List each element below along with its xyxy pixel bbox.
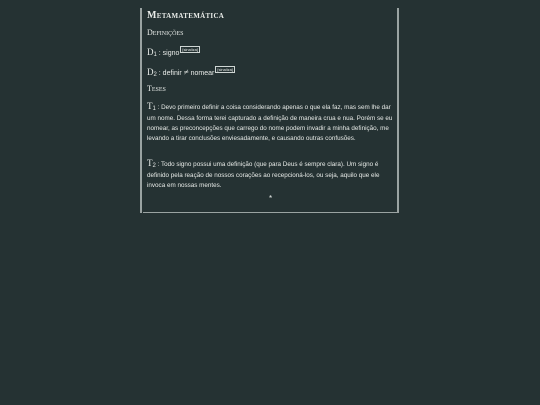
t2-text: : Todo signo possui uma definição (que para Deus é sempre clara). Um signo é definido pela reação de nossos corações ao recepcioná-los, ou seja, aquilo que ele invoca em nossas mentes. — [147, 161, 380, 189]
t1-symbol: T — [147, 101, 153, 111]
d1-text: : signo — [158, 50, 180, 57]
t2-symbol: T — [147, 158, 153, 168]
document-title: Metamatemática — [147, 10, 225, 21]
d2-tag-link[interactable]: [sinaliza] — [217, 67, 233, 72]
not-equal-symbol: ≠ — [183, 67, 189, 77]
d2-symbol: D — [147, 67, 154, 77]
definition-d1 — [147, 46, 200, 58]
d2-subscript: 2 — [153, 72, 157, 78]
d2-text-after: nomear — [190, 70, 215, 77]
document-page — [140, 8, 399, 213]
thesis-t1 — [147, 101, 397, 144]
theses-heading: Teses — [147, 84, 166, 93]
definitions-heading: Definições — [147, 28, 184, 37]
t2-subscript: 2 — [152, 163, 156, 169]
bottom-divider — [143, 212, 397, 213]
end-mark: * — [269, 194, 273, 203]
t1-subscript: 1 — [152, 106, 156, 112]
definition-d2 — [147, 66, 235, 78]
d1-subscript: 1 — [153, 52, 157, 58]
d2-text-before: : definir — [158, 70, 182, 77]
thesis-t2 — [147, 158, 397, 191]
t1-text: : Devo primeiro definir a coisa considerando apenas o que ela faz, mas sem lhe dar um nome. Dessa forma terei capturado a definição de maneira crua e nua. Porém se eu nomear, as preconcepções que carrego do nome podem invadir a minha definição, me levando a tirar conclusões enviesadamente, e causando outras confusões. — [147, 104, 393, 142]
d1-symbol: D — [147, 47, 154, 57]
d1-tag-link[interactable]: [sinaliza] — [182, 47, 198, 52]
